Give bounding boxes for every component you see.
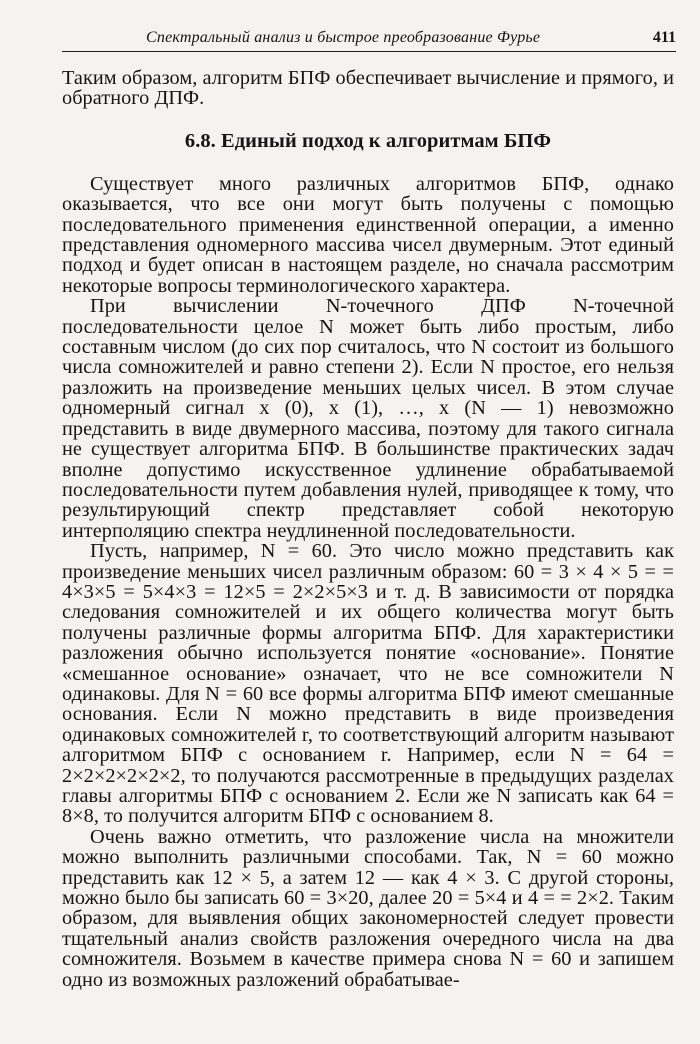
running-header <box>62 28 676 52</box>
paragraph-4: Очень важно отметить, что разложение числа на множители можно выполнить различными способами. Так, N = 60 можно представить как 12 × 5, а затем 12 — как 4 × 3. С другой стороны, можно было бы записать 60 = 3×20, далее 20 = 5×4 и 4 = = 2×2. Таким образом, для выявления общих закономерностей следует провести тщательный анализ свойств разложения очередного числа на два сомножителя. Возьмем в качестве примера снова N = 60 и запишем одно из возможных разложений обрабатывае- <box>62 825 674 991</box>
intro-paragraph: Таким образом, алгоритм БПФ обеспечивает вычисление и прямого, и обратного ДПФ. <box>62 67 675 110</box>
paragraph-2: При вычислении N-точечного ДПФ N-точечной последовательности целое N может быть либо простым, либо составным числом (до сих пор считалось, что N состоит из большого числа сомножителей и равно степени 2). Если N простое, его нельзя разложить на произведение меньших целых чисел. В этом случае одномерный сигнал x (0), x (1), …, x (N — 1) невозможно представить в виде двумерного массива, поэтому для такого сигнала не существует алгоритма БПФ. В большинстве практических задач вполне допустимо искусственное удлинение обрабатываемой последовательности путем добавления нулей, приводящее к тому, что результирующий спектр представляет собой некоторую интерполяцию спектра неудлиненной последовательности. <box>62 295 674 542</box>
paragraph-3: Пусть, например, N = 60. Это число можно представить как произведение меньших чисел различным образом: 60 = 3 × 4 × 5 = = 4×3×5 = 5×4×3 = 12×5 = 2×2×5×3 и т. д. В зависимости от порядка следования сомножителей и их общего количества могут быть получены различные формы алгоритма БПФ. Для характеристики разложения обычно используется понятие «основание». Понятие «смешанное основание» означает, что не все сомножители N одинаковы. Для N = 60 все формы алгоритма БПФ имеют смешанные основания. Если N можно представить в виде произведения одинаковых сомножителей r, то соответствующий алгоритм называют алгоритмом БПФ с основанием r. Например, если N = 64 = 2×2×2×2×2×2, то получаются рассмотренные в предыдущих разделах главы алгоритмы БПФ с основанием 2. Если же N записать как 64 = 8×8, то получится алгоритм БПФ с основанием 8. <box>62 540 674 828</box>
main-text <box>62 68 674 990</box>
section-heading: 6.8. Единый подход к алгоритмам БПФ <box>184 129 552 152</box>
page-number: 411 <box>652 29 676 46</box>
paragraph-1: Существует много различных алгоритмов БПФ, однако оказывается, что все они могут быть получены с помощью последовательного применения единственной операции, а именно представления одномерного массива чисел двумерным. Этот единый подход и будет описан в настоящем разделе, но сначала рассмотрим некоторые вопросы терминологического характера. <box>62 172 674 297</box>
running-header-title: Спектральный анализ и быстрое преобразование Фурье <box>146 29 541 46</box>
